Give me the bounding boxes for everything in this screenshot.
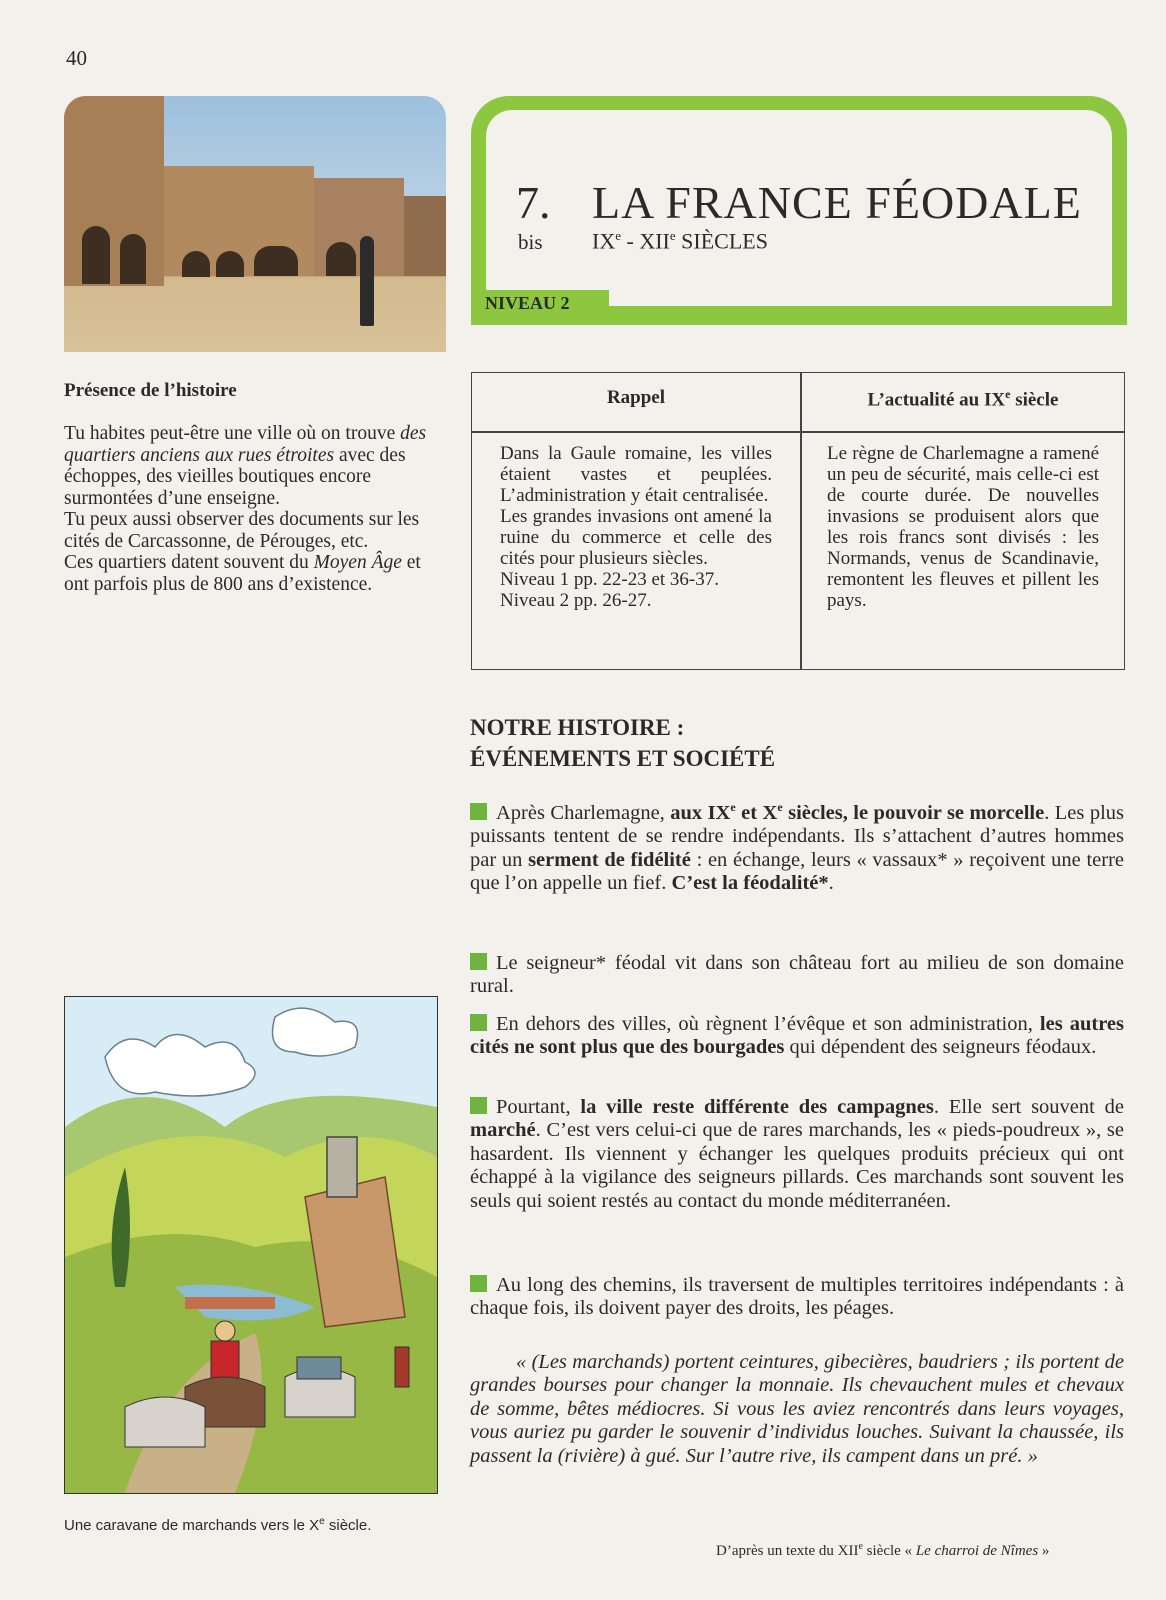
presence-paragraph-2: Tu peux aussi observer des documents sur les cités de Carcassonne, de Pérouges, etc. [64,509,420,552]
chapter-title: LA FRANCE FÉODALE [592,177,1082,228]
paragraph-2: Le seigneur* féodal vit dans son château fort au milieu de son domaine rural. [470,952,1124,998]
rappel-cell: Dans la Gaule romaine, les villes étaient vastes et peuplées. L’administration y était centralisée. Les grandes invasions ont amené la ruine du commerce et celle des cités pour plusieurs siècles. Niveau 1 pp. 22-23 et 36-37. Niveau 2 pp. 26-27. [500,443,772,611]
presence-paragraph-1: Tu habites peut-être une ville où on trouve des quartiers anciens aux rues étroites avec des échoppes, des vieilles boutiques encore surmontées d’une enseigne. [64,423,427,509]
green-square-bullet-icon [470,1014,487,1031]
section-title: NOTRE HISTOIRE : ÉVÉNEMENTS ET SOCIÉTÉ [470,715,776,771]
merchant-caravan-illustration [64,996,438,1494]
paragraph-3: En dehors des villes, où règnent l’évêque et son administration, les autres cités ne sont plus que des bourgades qui dépendent des seigneurs féodaux. [470,1013,1125,1059]
actualite-header: L’actualité au IXe siècle [867,387,1059,411]
page-number: 40 [66,46,87,70]
presence-text [64,423,444,595]
rappel-header: Rappel [606,387,666,408]
presence-paragraph-3: Ces quartiers datent souvent du Moyen Âge et ont parfois plus de 800 ans d’existence. [64,552,421,595]
green-square-bullet-icon [470,1097,487,1114]
level-badge: NIVEAU 2 [471,290,609,316]
quote-source: D’après un texte du XIIe siècle « Le charroi de Nîmes » [716,1541,1050,1559]
green-square-bullet-icon [470,1275,487,1292]
paragraph-4: Pourtant, la ville reste différente des campagnes. Elle sert souvent de marché. C’est vers celui-ci que de rares marchands, les « pieds-poudreux », se hasardent. Ils viennent y échanger les quelques produits précieux qui ont échappé à la vigilance des seigneurs pillards. Ces marchands sont souvent les seuls qui soient restés au contact du monde méditerranéen. [470,1096,1125,1212]
paragraph-1: Après Charlemagne, aux IXe et Xe siècles, le pouvoir se morcelle. Les plus puissants tentent de se rendre indépendants. Ils s’attachent d’autres hommes par un serment de fidélité : en échange, leurs « vassaux* » reçoivent une terre que l’on appelle un fief. C’est la féodalité*. [470,800,1124,895]
presence-title: Présence de l’histoire [64,380,237,401]
chapter-bis: bis [518,230,543,254]
chapter-subtitle: IXe - XIIe SIÈCLES [592,228,768,254]
green-square-bullet-icon [470,803,487,820]
actualite-cell: Le règne de Charlemagne a ramené un peu de sécurité, mais celle-ci est de courte durée. De nouvelles invasions se produisent alors que les rois francs sont divisés : les Normands, venus de Scandinavie, remontent les fleuves et pillent les pays. [827,443,1099,611]
paragraph-5: Au long des chemins, ils traversent de multiples territoires indépendants : à chaque fois, ils doivent payer des droits, les péages. [470,1274,1124,1320]
green-square-bullet-icon [470,953,487,970]
rappel-table [471,372,1125,670]
town-square-photo [64,96,446,352]
quote: « (Les marchands) portent ceintures, gibecières, baudriers ; ils portent de grandes bourses pour changer la monnaie. Ils chevauchent mules et chevaux de somme, bêtes médiocres. Si vous les aviez rencontrés dans leurs voyages, vous auriez pu garder le souvenir d’individus louches. Suivant la chaussée, ils passent la (rivière) à gué. Sur l’autre rive, ils campent dans un pré. » [470,1351,1124,1467]
chapter-number: 7. [516,177,551,228]
illustration-caption: Une caravane de marchands vers le Xe siècle. [64,1516,372,1534]
